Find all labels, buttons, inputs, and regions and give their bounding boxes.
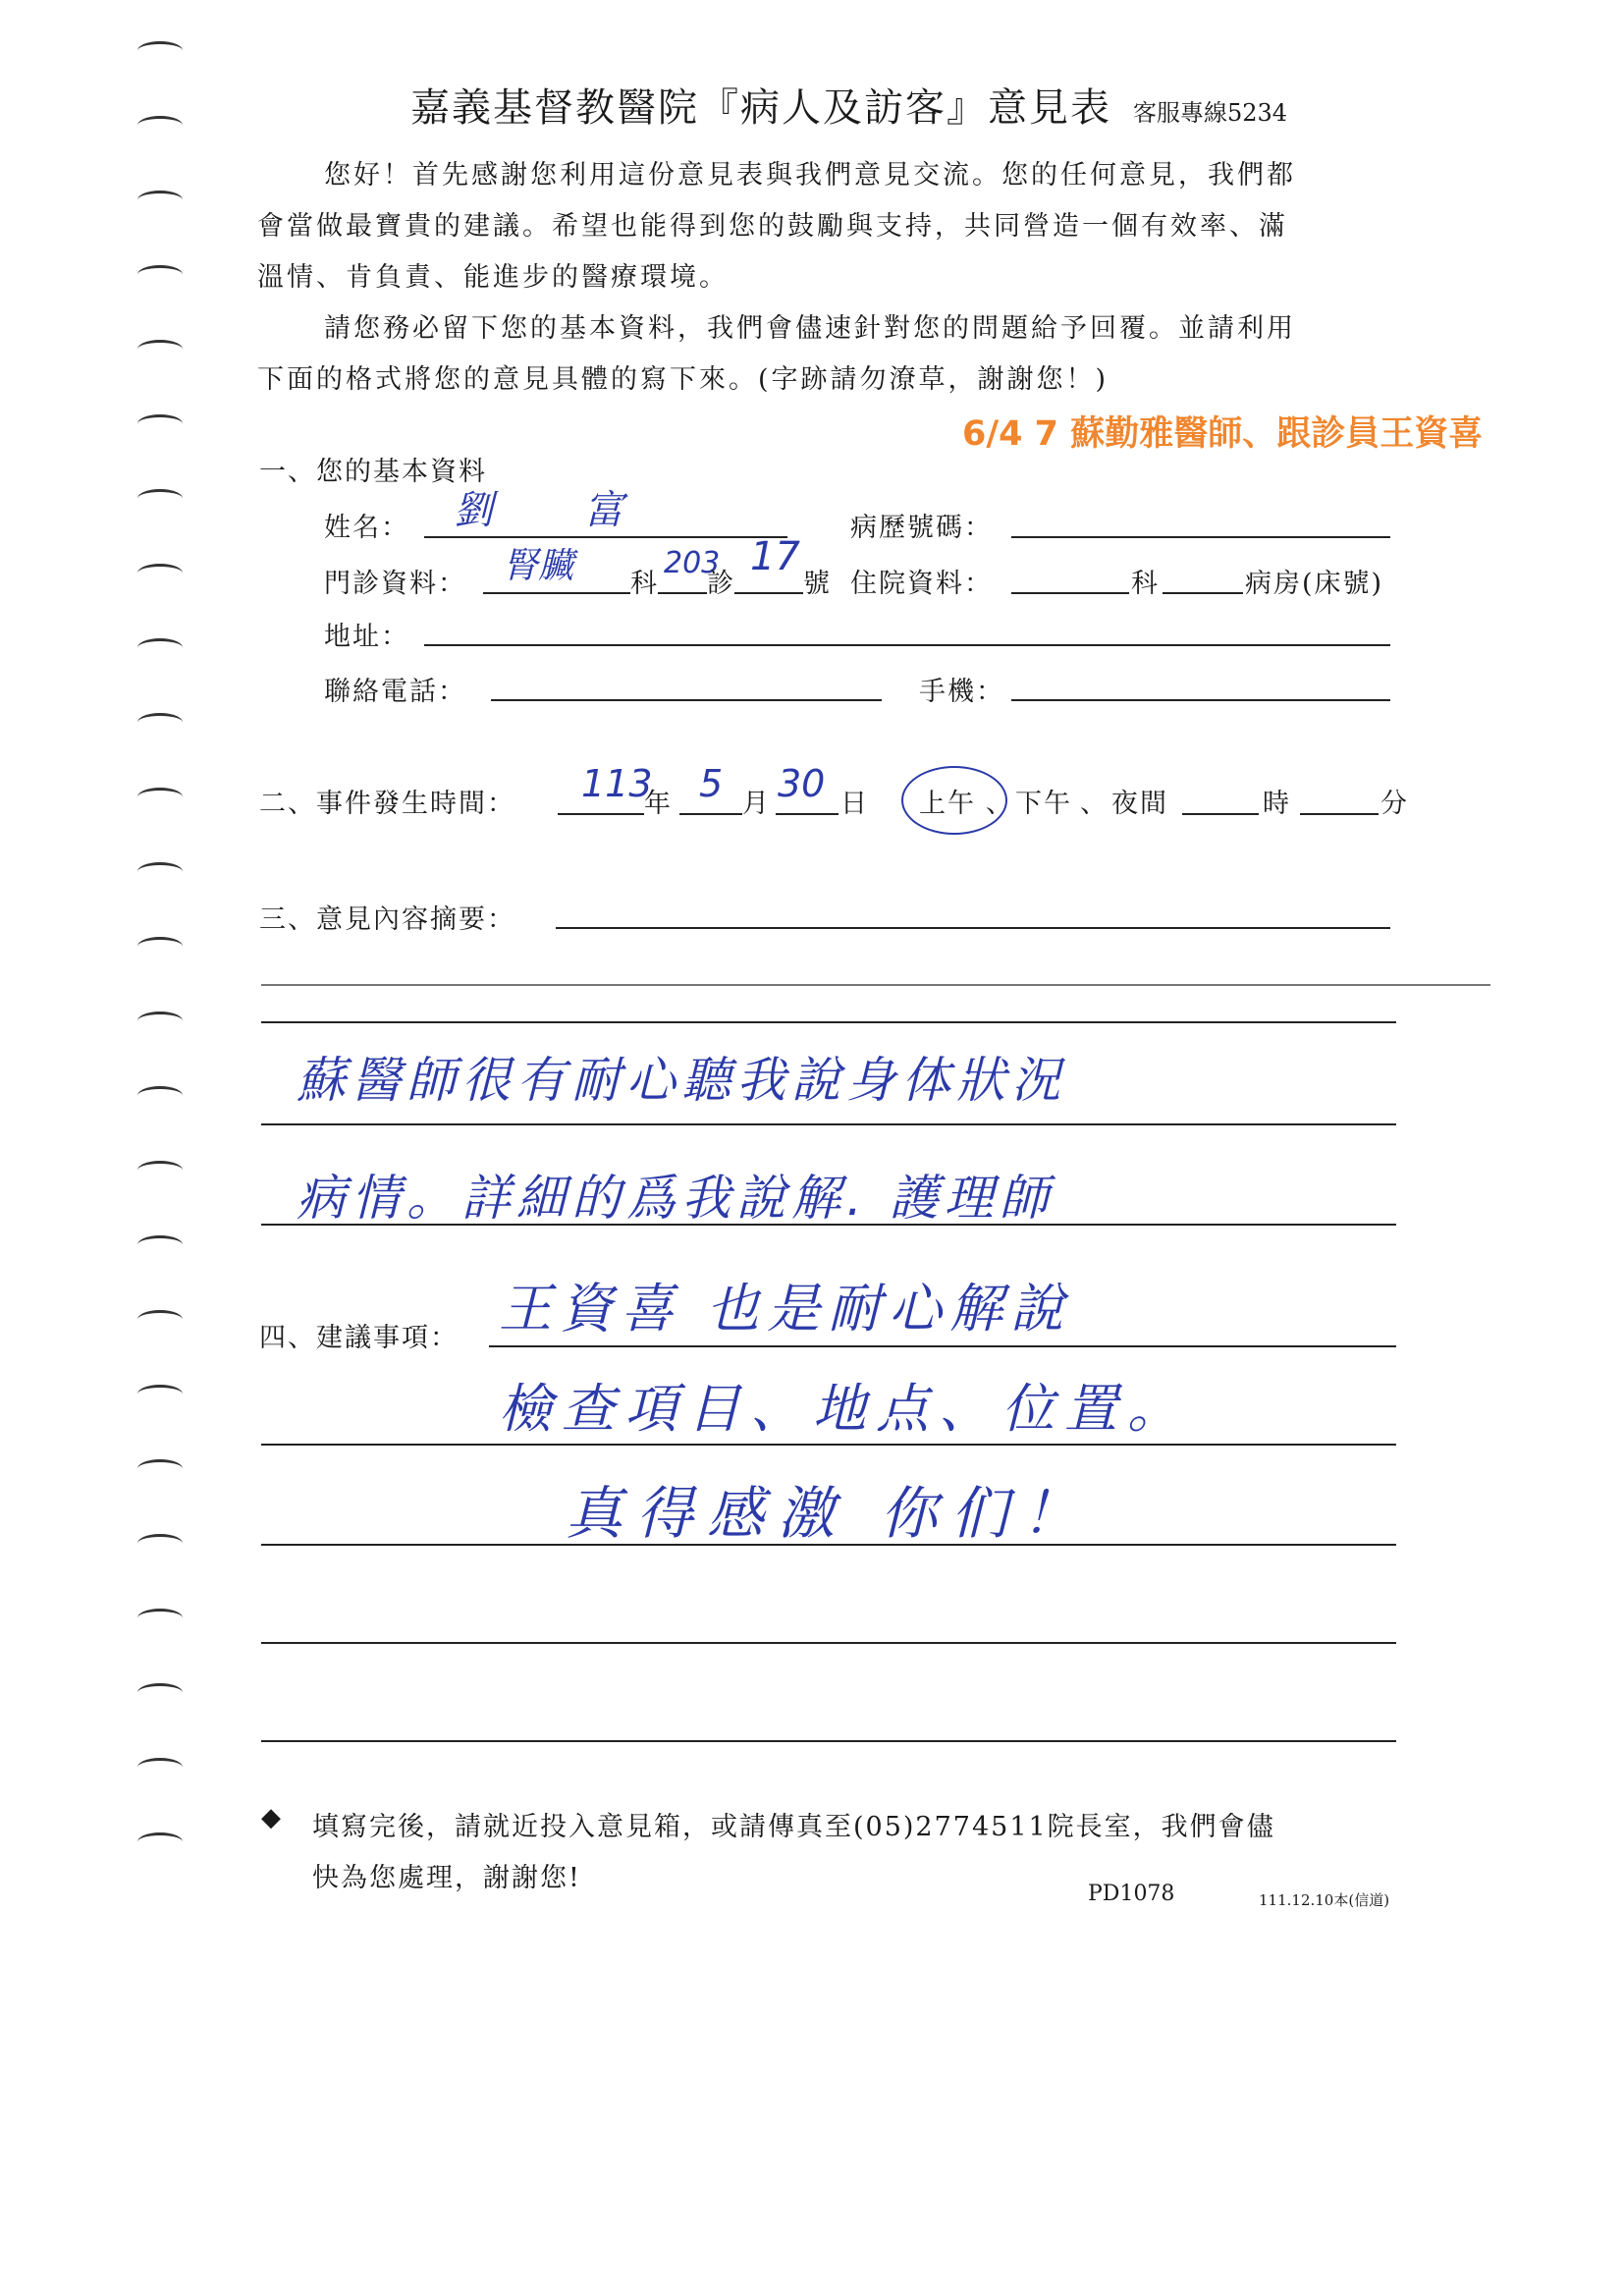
month-suffix: 月 [742, 789, 771, 819]
binder-hole [137, 414, 183, 433]
footer-line: 快為您處理，謝謝您! [312, 1863, 581, 1893]
record-underline [1011, 536, 1390, 538]
intro-line: 溫情、肯負責、能進步的醫療環境。 [257, 262, 729, 293]
clinic-no-value: 17 [750, 534, 800, 579]
form-version: 111.12.10本(信道) [1259, 1891, 1390, 1909]
am-option: 上午 [919, 789, 976, 819]
address-label: 地址： [324, 622, 409, 652]
intro-line: 請您務必留下您的基本資料，我們會儘速針對您的問題給予回覆。並請利用 [324, 313, 1296, 344]
hotline-text: 客服專線5234 [1133, 99, 1288, 127]
form-code: PD1078 [1088, 1882, 1175, 1906]
clinic-room-underline [658, 592, 707, 594]
binder-hole [137, 1310, 183, 1329]
binder-hole [137, 937, 183, 956]
suggestion-line [261, 1444, 1396, 1446]
night-option: 夜間 [1111, 789, 1168, 819]
suggestion-line [261, 1123, 1396, 1125]
binder-hole [137, 1161, 183, 1179]
binder-hole [137, 638, 183, 657]
mobile-underline [1011, 699, 1390, 701]
day-suffix: 日 [840, 789, 869, 819]
month-underline [679, 813, 742, 815]
option-separator: 、 [986, 789, 1014, 819]
clinic-room-suffix: 診 [707, 569, 735, 599]
binder-hole [137, 1832, 183, 1851]
suggestion-line [261, 1224, 1396, 1226]
handwriting-line: 病情。詳細的爲我說解. 護理師 [297, 1170, 1055, 1227]
name-label: 姓名： [324, 513, 409, 543]
section3-underline [556, 927, 1390, 929]
handwriting-line: 真得感激 你们！ [566, 1480, 1093, 1547]
clinic-dept-suffix: 科 [630, 569, 659, 599]
year-value: 113 [581, 762, 653, 805]
clinic-dept-underline [483, 592, 630, 594]
suggestion-line [261, 1740, 1396, 1742]
summary-line [261, 1021, 1396, 1023]
section3-heading: 三、意見內容摘要： [259, 904, 515, 935]
suggestion-line [489, 1345, 1396, 1347]
binder-hole [137, 265, 183, 284]
binder-hole [137, 862, 183, 881]
record-label: 病歷號碼： [850, 513, 993, 543]
binder-hole [137, 1683, 183, 1702]
section1-heading: 一、您的基本資料 [259, 457, 487, 487]
section4-heading: 四、建議事項： [259, 1323, 459, 1353]
inpatient-room-suffix: 病房(床號) [1245, 569, 1384, 599]
intro-line: 您好！首先感謝您利用這份意見表與我們意見交流。您的任何意見，我們都 [324, 160, 1296, 191]
year-suffix: 年 [644, 789, 673, 819]
binder-hole [137, 1459, 183, 1478]
binder-hole [137, 1385, 183, 1403]
binder-hole [137, 1609, 183, 1627]
suggestion-line [261, 1642, 1396, 1644]
day-value: 30 [778, 762, 826, 805]
hour-suffix: 時 [1263, 789, 1291, 819]
diamond-bullet: ◆ [261, 1803, 283, 1832]
intro-line: 下面的格式將您的意見具體的寫下來。(字跡請勿潦草，謝謝您！) [257, 364, 1109, 395]
inpatient-label: 住院資料： [850, 569, 993, 599]
inpatient-dept-underline [1011, 592, 1129, 594]
month-value: 5 [699, 762, 724, 805]
binder-hole [137, 1534, 183, 1553]
binder-hole [137, 1235, 183, 1254]
clinic-label: 門診資料： [324, 569, 466, 599]
annotation-stamp: 6/4 7 蘇勤雅醫師、跟診員王資喜 [962, 414, 1484, 454]
handwriting-line: 蘇醫師很有耐心聽我說身体狀況 [297, 1052, 1066, 1109]
binder-hole [137, 191, 183, 209]
binder-hole [137, 41, 183, 60]
binder-hole [137, 116, 183, 135]
phone-label: 聯絡電話： [324, 677, 466, 707]
binder-hole [137, 1086, 183, 1105]
binder-hole [137, 713, 183, 732]
suggestion-line [261, 1544, 1396, 1546]
clinic-no-underline [734, 592, 803, 594]
hour-underline [1182, 813, 1259, 815]
minute-underline [1300, 813, 1379, 815]
pm-option: 下午 [1015, 789, 1072, 819]
clinic-no-suffix: 號 [803, 569, 832, 599]
phone-underline [491, 699, 882, 701]
intro-line: 會當做最寶貴的建議。希望也能得到您的鼓勵與支持，共同營造一個有效率、滿 [257, 211, 1288, 242]
binder-hole [137, 340, 183, 358]
clinic-room-value: 203 [664, 546, 721, 580]
name-value: 劉 富 [454, 488, 663, 533]
summary-line [261, 984, 1490, 986]
binder-hole [137, 1758, 183, 1777]
section2-heading: 二、事件發生時間： [259, 789, 515, 819]
binder-hole [137, 489, 183, 508]
binder-hole [137, 1011, 183, 1030]
address-underline [424, 644, 1390, 646]
inpatient-dept-suffix: 科 [1131, 569, 1160, 599]
mobile-label: 手機： [919, 677, 1004, 707]
binder-hole [137, 788, 183, 806]
handwriting-line: 檢查項目、地点、位置。 [499, 1378, 1190, 1440]
minute-suffix: 分 [1380, 789, 1409, 819]
title-text: 嘉義基督教醫院『病人及訪客』意見表 [410, 85, 1111, 131]
footer-line: 填寫完後，請就近投入意見箱，或請傳真至(05)2774511院長室，我們會儘 [312, 1812, 1275, 1842]
option-separator: 、 [1080, 789, 1109, 819]
binder-hole [137, 564, 183, 582]
clinic-dept-value: 腎臟 [503, 546, 574, 586]
handwriting-line: 王資喜 也是耐心解說 [499, 1278, 1072, 1339]
year-underline [558, 813, 644, 815]
inpatient-room-underline [1163, 592, 1243, 594]
name-underline [424, 536, 787, 538]
form-title [410, 77, 1287, 133]
day-underline [776, 813, 839, 815]
